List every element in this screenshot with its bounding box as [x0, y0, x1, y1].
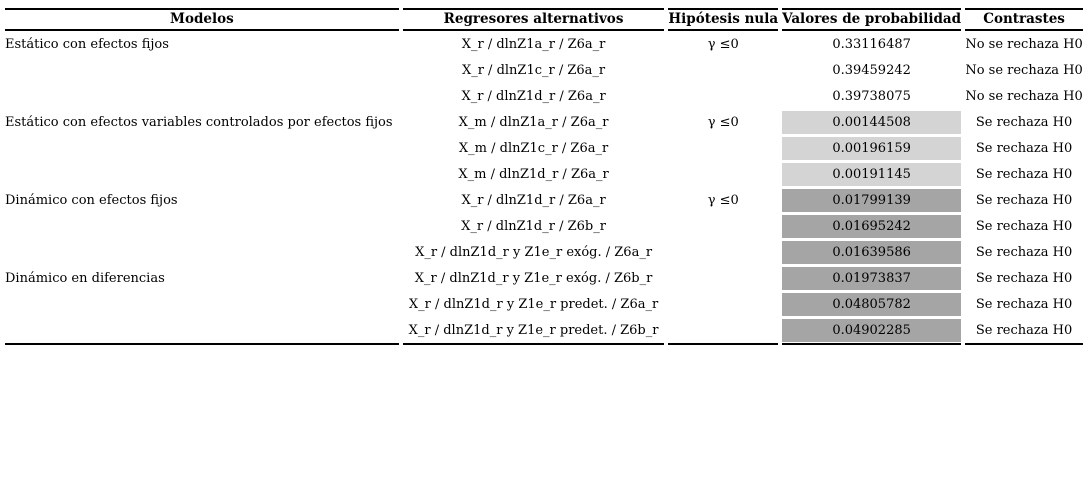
regresores-cell: X_r / dlnZ1d_r / Z6b_r	[461, 218, 606, 234]
hipotesis-cell	[668, 317, 778, 345]
hipotesis-cell	[668, 265, 778, 291]
regresores-cell: X_r / dlnZ1a_r / Z6a_r	[461, 36, 606, 52]
contraste-cell: No se rechaza H0	[965, 62, 1083, 78]
hipotesis-cell	[668, 161, 778, 187]
table-row	[5, 265, 1083, 291]
contraste-cell: Se rechaza H0	[975, 114, 1073, 130]
valor-cell	[782, 83, 961, 109]
header-contrastes: Contrastes	[965, 8, 1083, 31]
modelo-cell: Estático con efectos fijos	[5, 36, 169, 52]
probability-value: 0.33116487	[832, 36, 911, 52]
regresores-cell: X_r / dlnZ1c_r / Z6a_r	[461, 62, 606, 78]
valor-cell	[782, 161, 961, 187]
hipotesis-cell: γ ≤0	[707, 114, 739, 130]
regresores-cell: X_m / dlnZ1c_r / Z6a_r	[458, 140, 609, 156]
contraste-cell: Se rechaza H0	[965, 317, 1083, 345]
header-modelos: Modelos	[5, 8, 399, 31]
contraste-cell: Se rechaza H0	[975, 192, 1073, 208]
regresores-cell: X_r / dlnZ1d_r y Z1e_r exóg. / Z6a_r	[415, 244, 653, 260]
valor-cell	[782, 291, 961, 317]
probability-value: 0.00144508	[782, 111, 961, 134]
modelo-cell: Dinámico en diferencias	[5, 270, 165, 286]
probability-value: 0.39738075	[832, 88, 911, 104]
table-row	[5, 317, 1083, 345]
regresores-cell: X_r / dlnZ1d_r y Z1e_r exóg. / Z6b_r	[414, 270, 653, 286]
valor-cell	[782, 31, 961, 57]
header-valores-probabilidad: Valores de probabilidad	[782, 8, 961, 31]
contraste-cell: Se rechaza H0	[975, 296, 1073, 312]
regresores-cell: X_m / dlnZ1a_r / Z6a_r	[458, 114, 609, 130]
modelo-cell	[5, 291, 399, 317]
hipotesis-cell	[668, 83, 778, 109]
contraste-cell: No se rechaza H0	[965, 88, 1083, 104]
hipotesis-cell: γ ≤0	[707, 192, 739, 208]
regresores-cell: X_r / dlnZ1d_r y Z1e_r predet. / Z6b_r	[403, 317, 665, 345]
results-table-container	[1, 8, 1087, 345]
probability-value: 0.01639586	[782, 241, 961, 264]
probability-value: 0.01799139	[782, 189, 961, 212]
table-row	[5, 83, 1083, 109]
table-row	[5, 187, 1083, 213]
valor-cell	[782, 239, 961, 265]
modelo-cell	[5, 317, 399, 345]
hipotesis-cell	[668, 57, 778, 83]
modelo-cell: Estático con efectos variables controlados por efectos fijos	[5, 114, 393, 130]
hipotesis-cell	[668, 239, 778, 265]
valor-cell	[782, 187, 961, 213]
table-row	[5, 57, 1083, 83]
contraste-cell: Se rechaza H0	[975, 218, 1073, 234]
modelo-cell	[5, 83, 399, 109]
table-row	[5, 31, 1083, 57]
probability-value: 0.39459242	[832, 62, 911, 78]
table-row	[5, 239, 1083, 265]
table-row	[5, 135, 1083, 161]
hipotesis-cell: γ ≤0	[707, 36, 739, 52]
valor-cell	[782, 317, 961, 345]
contraste-cell: Se rechaza H0	[975, 244, 1073, 260]
valor-cell	[782, 109, 961, 135]
probability-value: 0.01973837	[782, 267, 961, 290]
header-regresores-alternativos: Regresores alternativos	[403, 8, 665, 31]
probability-value: 0.04902285	[782, 319, 961, 342]
valor-cell	[782, 57, 961, 83]
modelo-cell	[5, 213, 399, 239]
contraste-cell: Se rechaza H0	[975, 270, 1073, 286]
table-row	[5, 109, 1083, 135]
contraste-cell: Se rechaza H0	[975, 140, 1073, 156]
probability-value: 0.01695242	[782, 215, 961, 238]
modelo-cell	[5, 135, 399, 161]
valor-cell	[782, 265, 961, 291]
model-results-table	[1, 8, 1087, 345]
regresores-cell: X_r / dlnZ1d_r / Z6a_r	[461, 88, 606, 104]
regresores-cell: X_r / dlnZ1d_r / Z6a_r	[461, 192, 606, 208]
regresores-cell: X_r / dlnZ1d_r y Z1e_r predet. / Z6a_r	[408, 296, 659, 312]
contraste-cell: Se rechaza H0	[975, 166, 1073, 182]
modelo-cell	[5, 57, 399, 83]
valor-cell	[782, 213, 961, 239]
table-header-row	[5, 8, 1083, 31]
modelo-cell	[5, 239, 399, 265]
regresores-cell: X_m / dlnZ1d_r / Z6a_r	[458, 166, 609, 182]
header-hipotesis-nula: Hipótesis nula	[668, 8, 778, 31]
probability-value: 0.04805782	[782, 293, 961, 316]
probability-value: 0.00196159	[782, 137, 961, 160]
probability-value: 0.00191145	[782, 163, 961, 186]
modelo-cell: Dinámico con efectos fijos	[5, 192, 178, 208]
hipotesis-cell	[668, 135, 778, 161]
modelo-cell	[5, 161, 399, 187]
table-body	[5, 31, 1083, 345]
table-row	[5, 161, 1083, 187]
hipotesis-cell	[668, 291, 778, 317]
hipotesis-cell	[668, 213, 778, 239]
contraste-cell: No se rechaza H0	[965, 36, 1083, 52]
table-row	[5, 213, 1083, 239]
valor-cell	[782, 135, 961, 161]
table-row	[5, 291, 1083, 317]
